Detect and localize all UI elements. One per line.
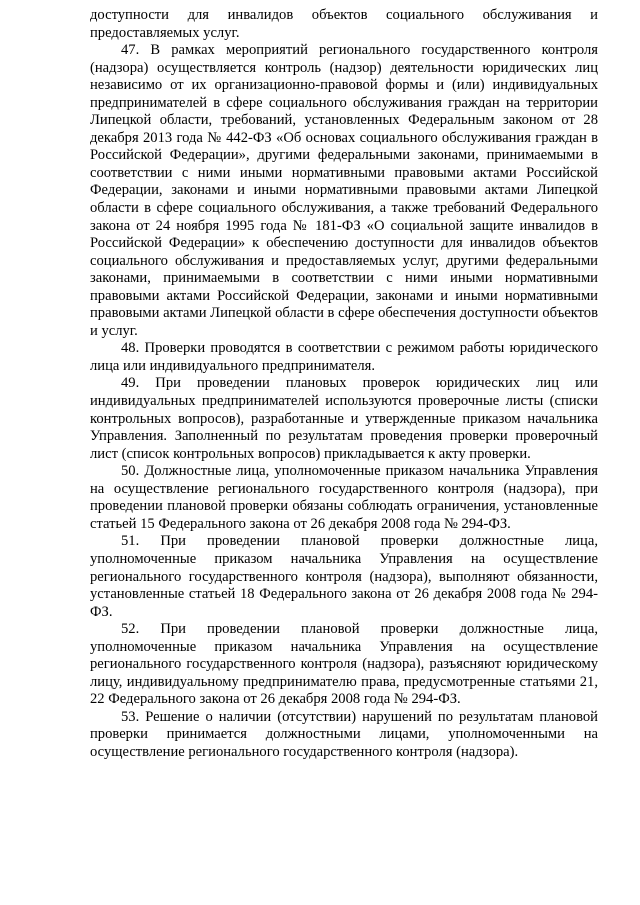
- paragraph-48: 48. Проверки проводятся в соответствии с режимом работы юридического лица или индивидуального предпринимателя.: [90, 340, 598, 374]
- paragraph-50: 50. Должностные лица, уполномоченные приказом начальника Управления на осуществление регионального государственного контроля (надзора), при проведении плановой проверки обязаны соблюдать ограничения, установленные статьей 15 Федерального закона от 26 декабря 2008 года № 294-ФЗ.: [90, 463, 598, 532]
- paragraph-53: 53. Решение о наличии (отсутствии) нарушений по результатам плановой проверки принимается должностными лицами, уполномоченными на осуществление регионального государственного контроля (надзора).: [90, 708, 598, 760]
- paragraph-continuation: доступности для инвалидов объектов социального обслуживания и предоставляемых услуг.: [90, 7, 598, 41]
- paragraph-47: 47. В рамках мероприятий регионального государственного контроля (надзора) осуществляется контроль (надзор) деятельности юридических лиц независимо от их организационно-правовой формы и (или) индивидуальных предпринимателей в сфере социального обслуживания граждан на территории Липецкой области, требований, установленных Федеральным законом от 28 декабря 2013 года № 442-ФЗ «Об основах социального обслуживания граждан в Российской Федерации», другими федеральными законами, принимаемыми в соответствии с ними иными нормативными правовыми актами Российской Федерации, законами и иными нормативными правовыми актами Липецкой области в сфере социального обслуживания, а также требований Федерального закона от 24 ноября 1995 года № 181-ФЗ «О социальной защите инвалидов в Российской Федерации» к обеспечению доступности для инвалидов объектов социального обслуживания и предоставляемых услуг, другими федеральными законами, принимаемыми в соответствии с ними иными нормативными правовыми актами Российской Федерации, законами и иными нормативными правовыми актами Липецкой области в сфере обеспечения доступности объектов и услуг.: [90, 42, 598, 339]
- paragraph-52: 52. При проведении плановой проверки должностные лица, уполномоченные приказом начальника Управления на осуществление регионального государственного контроля (надзора), разъясняют юридическому лицу, индивидуальному предпринимателю права, предусмотренные статьями 21, 22 Федерального закона от 26 декабря 2008 года № 294-ФЗ.: [90, 621, 598, 708]
- paragraph-49: 49. При проведении плановых проверок юридических лиц или индивидуальных предпринимателей используются проверочные листы (списки контрольных вопросов), разработанные и утвержденные приказом начальника Управления. Заполненный по результатам проведения проверки проверочный лист (список контрольных вопросов) прикладывается к акту проверки.: [90, 375, 598, 462]
- document-page: [90, 7, 598, 762]
- paragraph-51: 51. При проведении плановой проверки должностные лица, уполномоченные приказом начальника Управления на осуществление регионального государственного контроля (надзора), выполняют обязанности, установленные статьей 18 Федерального закона от 26 декабря 2008 года № 294-ФЗ.: [90, 533, 598, 620]
